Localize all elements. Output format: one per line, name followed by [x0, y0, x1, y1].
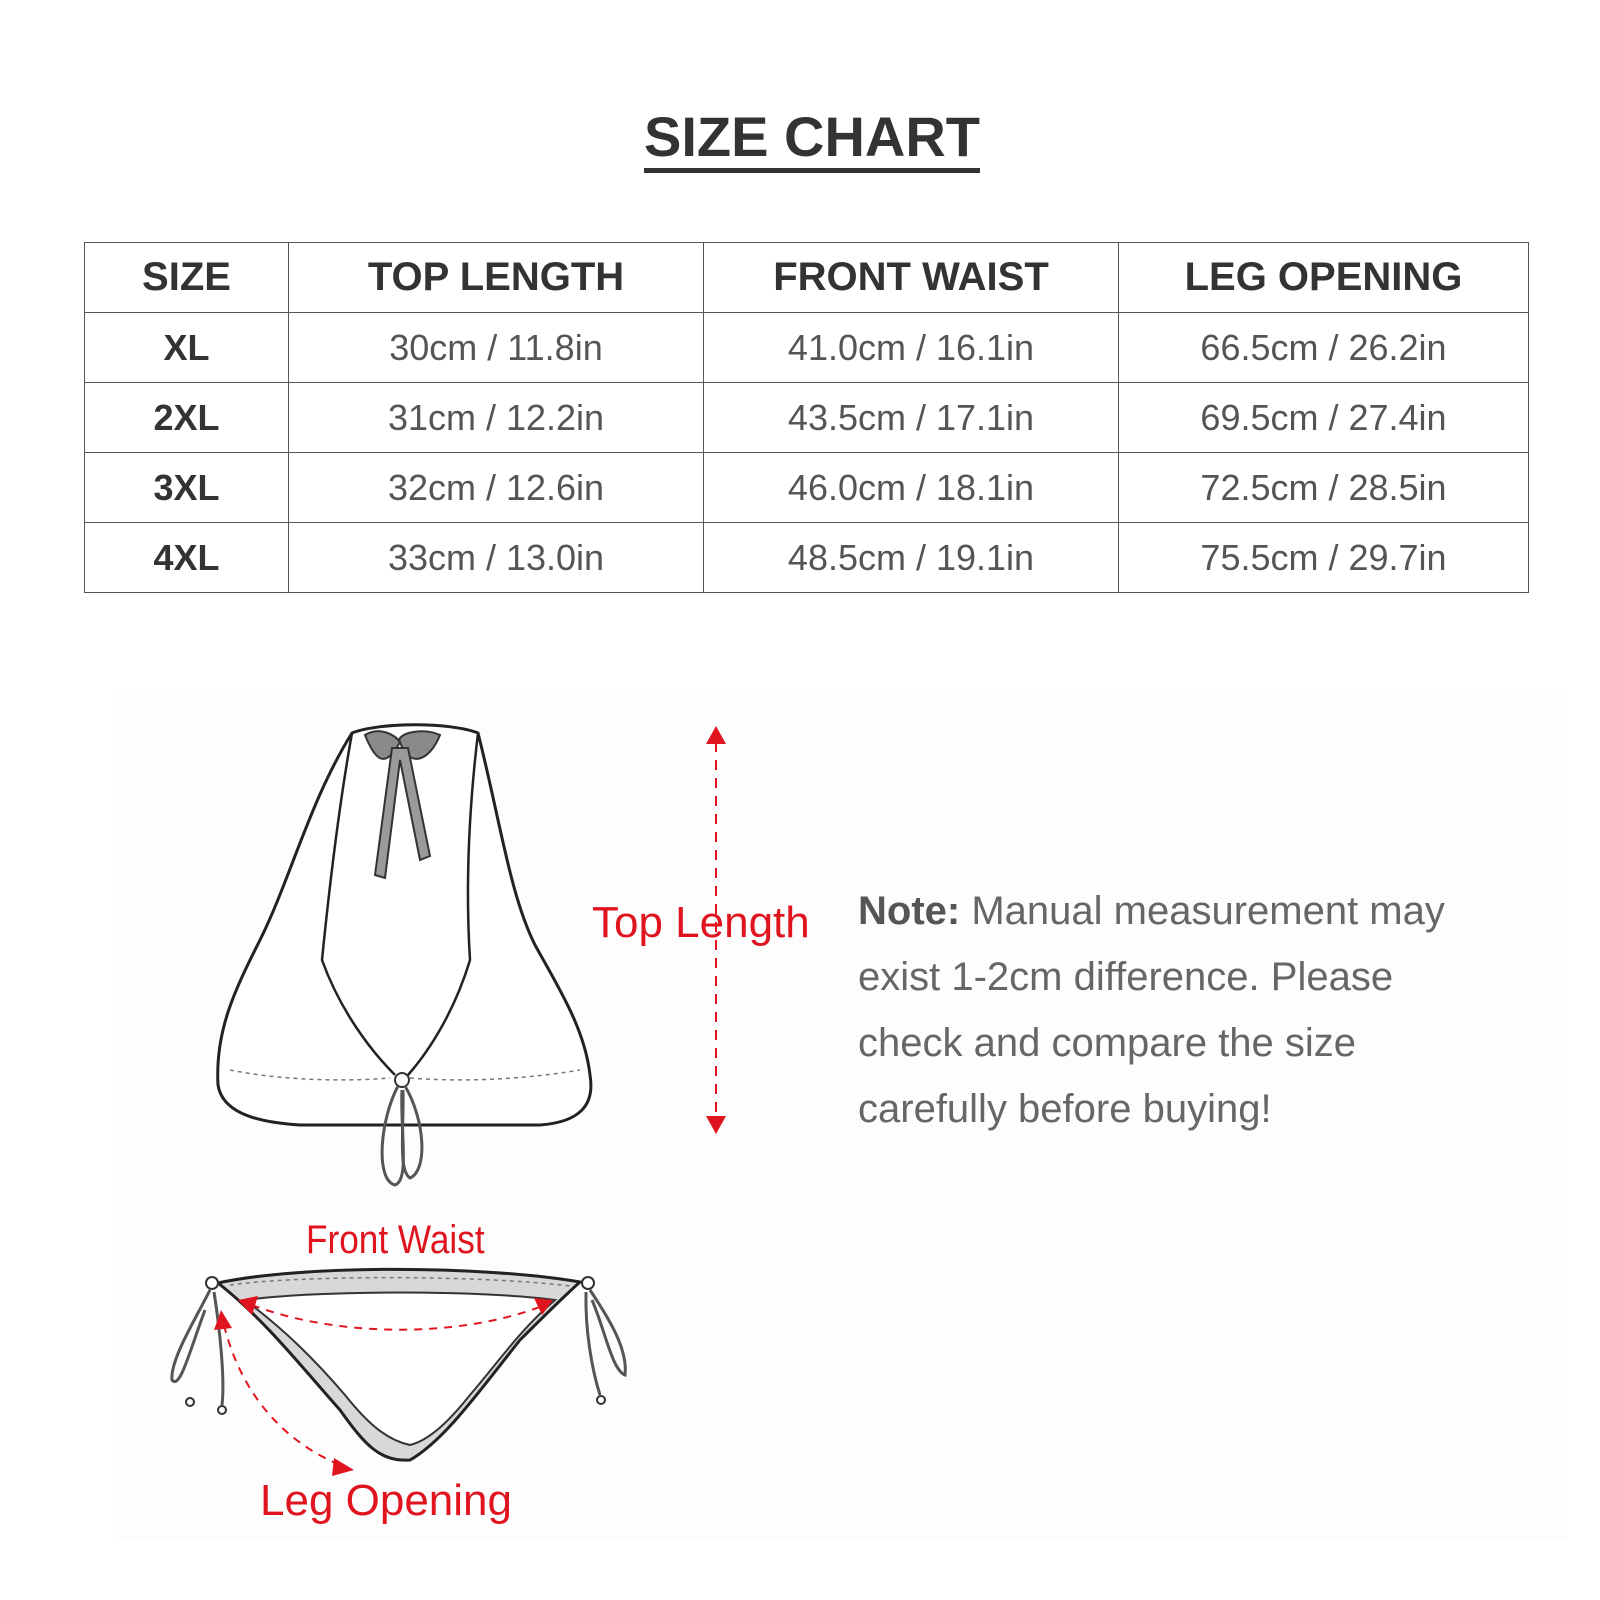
leg-opening-cell: 72.5cm / 28.5in [1119, 453, 1529, 523]
header-front-waist: FRONT WAIST [704, 243, 1119, 313]
header-top-length: TOP LENGTH [289, 243, 704, 313]
size-cell: 3XL [85, 453, 289, 523]
note-text: Manual measurement may exist 1-2cm difference. Please check and compare the size carefully before buying! [858, 889, 1445, 1131]
top-length-cell: 32cm / 12.6in [289, 453, 704, 523]
top-length-cell: 33cm / 13.0in [289, 523, 704, 593]
front-waist-cell: 43.5cm / 17.1in [704, 383, 1119, 453]
front-waist-label: Front Waist [306, 1218, 485, 1262]
leg-opening-cell: 66.5cm / 26.2in [1119, 313, 1529, 383]
size-chart-title: SIZE CHART [644, 108, 980, 173]
size-cell: 4XL [85, 523, 289, 593]
bikini-bottom-illustration [172, 1269, 625, 1460]
note-prefix: Note: [858, 889, 961, 933]
leg-opening-cell: 69.5cm / 27.4in [1119, 383, 1529, 453]
bikini-top-illustration [218, 725, 591, 1185]
leg-opening-cell: 75.5cm / 29.7in [1119, 523, 1529, 593]
front-waist-cell: 46.0cm / 18.1in [704, 453, 1119, 523]
front-waist-cell: 48.5cm / 19.1in [704, 523, 1119, 593]
header-leg-opening: LEG OPENING [1119, 243, 1529, 313]
leg-opening-label: Leg Opening [260, 1476, 512, 1525]
measurement-note [858, 878, 1478, 1142]
top-length-cell: 31cm / 12.2in [289, 383, 704, 453]
top-length-label: Top Length [592, 898, 810, 947]
front-waist-cell: 41.0cm / 16.1in [704, 313, 1119, 383]
top-length-cell: 30cm / 11.8in [289, 313, 704, 383]
header-size: SIZE [85, 243, 289, 313]
size-cell: XL [85, 313, 289, 383]
size-cell: 2XL [85, 383, 289, 453]
